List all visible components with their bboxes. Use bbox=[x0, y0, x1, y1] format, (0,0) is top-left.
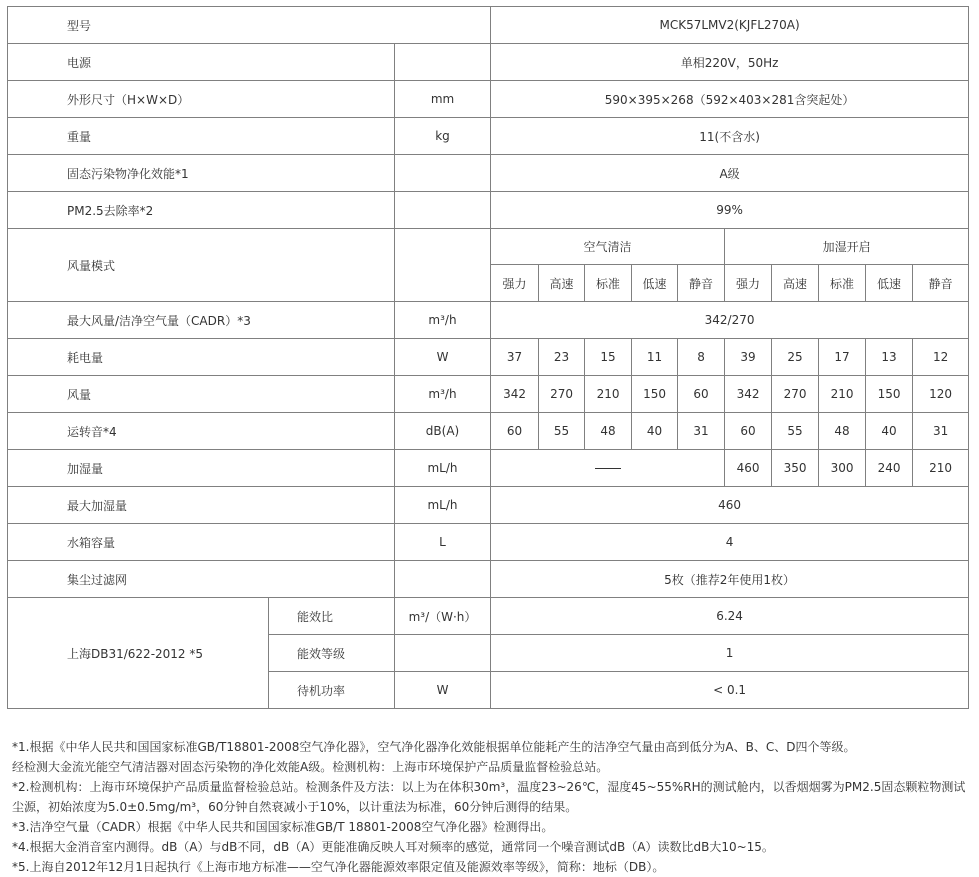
value-cell: 23 bbox=[539, 339, 585, 376]
humidification-unit: mL/h bbox=[395, 450, 491, 487]
footnotes bbox=[12, 737, 972, 877]
value-cell: 48 bbox=[819, 413, 866, 450]
mode-header: 静音 bbox=[678, 265, 725, 302]
power-value: 单相220V，50Hz bbox=[491, 44, 969, 81]
spec-table bbox=[7, 6, 969, 709]
weight-label: 重量 bbox=[8, 118, 395, 155]
mode-header: 静音 bbox=[913, 265, 969, 302]
value-cell: 60 bbox=[491, 413, 539, 450]
value-cell: 40 bbox=[632, 413, 678, 450]
row-noise bbox=[8, 413, 969, 450]
filter-unit-cell bbox=[395, 561, 491, 598]
value-cell: 17 bbox=[819, 339, 866, 376]
value-cell: 13 bbox=[866, 339, 913, 376]
ratio-value: 6.24 bbox=[491, 598, 969, 635]
row-max-humidification bbox=[8, 487, 969, 524]
solid-efficiency-label: 固态污染物净化效能*1 bbox=[8, 155, 395, 192]
value-cell: 48 bbox=[585, 413, 632, 450]
fan-mode-label: 风量模式 bbox=[8, 229, 395, 302]
power-consumption-label: 耗电量 bbox=[8, 339, 395, 376]
group-clean: 空气清洁 bbox=[491, 229, 725, 265]
value-cell: 39 bbox=[725, 339, 772, 376]
value-cell: 270 bbox=[539, 376, 585, 413]
row-power bbox=[8, 44, 969, 81]
cadr-unit: m³/h bbox=[395, 302, 491, 339]
noise-unit: dB(A) bbox=[395, 413, 491, 450]
value-cell: 342 bbox=[725, 376, 772, 413]
solid-efficiency-unit-cell bbox=[395, 155, 491, 192]
standby-unit: W bbox=[395, 672, 491, 709]
value-cell: 300 bbox=[819, 450, 866, 487]
max-humidification-label: 最大加湿量 bbox=[8, 487, 395, 524]
value-cell: 60 bbox=[678, 376, 725, 413]
value-cell: 55 bbox=[772, 413, 819, 450]
row-pm25 bbox=[8, 192, 969, 229]
mode-header: 标准 bbox=[819, 265, 866, 302]
power-label: 电源 bbox=[8, 44, 395, 81]
pm25-unit-cell bbox=[395, 192, 491, 229]
max-humidification-value: 460 bbox=[491, 487, 969, 524]
airflow-label: 风量 bbox=[8, 376, 395, 413]
humidification-label: 加湿量 bbox=[8, 450, 395, 487]
ratio-unit: m³/（W·h） bbox=[395, 598, 491, 635]
humidification-clean-dash bbox=[491, 450, 725, 487]
power-unit-cell bbox=[395, 44, 491, 81]
grade-value: 1 bbox=[491, 635, 969, 672]
grade-unit-cell bbox=[395, 635, 491, 672]
mode-header: 标准 bbox=[585, 265, 632, 302]
value-cell: 15 bbox=[585, 339, 632, 376]
value-cell: 31 bbox=[913, 413, 969, 450]
value-cell: 240 bbox=[866, 450, 913, 487]
tank-value: 4 bbox=[491, 524, 969, 561]
value-cell: 150 bbox=[632, 376, 678, 413]
value-cell: 25 bbox=[772, 339, 819, 376]
value-cell: 460 bbox=[725, 450, 772, 487]
solid-efficiency-value: A级 bbox=[491, 155, 969, 192]
row-shanghai-ratio bbox=[8, 598, 969, 635]
value-cell: 210 bbox=[819, 376, 866, 413]
cadr-value: 342/270 bbox=[491, 302, 969, 339]
airflow-unit: m³/h bbox=[395, 376, 491, 413]
row-tank bbox=[8, 524, 969, 561]
power-consumption-unit: W bbox=[395, 339, 491, 376]
model-value: MCK57LMV2(KJFL270A) bbox=[491, 7, 969, 44]
pm25-label: PM2.5去除率*2 bbox=[8, 192, 395, 229]
mode-header: 高速 bbox=[539, 265, 585, 302]
value-cell: 270 bbox=[772, 376, 819, 413]
group-humid: 加湿开启 bbox=[725, 229, 969, 265]
value-cell: 342 bbox=[491, 376, 539, 413]
value-cell: 150 bbox=[866, 376, 913, 413]
weight-value: 11(不含水) bbox=[491, 118, 969, 155]
grade-label: 能效等级 bbox=[269, 635, 395, 672]
value-cell: 210 bbox=[913, 450, 969, 487]
value-cell: 31 bbox=[678, 413, 725, 450]
dimensions-value: 590×395×268（592×403×281含突起处） bbox=[491, 81, 969, 118]
row-solid-efficiency bbox=[8, 155, 969, 192]
filter-label: 集尘过滤网 bbox=[8, 561, 395, 598]
value-cell: 12 bbox=[913, 339, 969, 376]
max-humidification-unit: mL/h bbox=[395, 487, 491, 524]
noise-label: 运转音*4 bbox=[8, 413, 395, 450]
value-cell: 40 bbox=[866, 413, 913, 450]
row-dimensions bbox=[8, 81, 969, 118]
ratio-label: 能效比 bbox=[269, 598, 395, 635]
value-cell: 11 bbox=[632, 339, 678, 376]
standby-value: < 0.1 bbox=[491, 672, 969, 709]
footnote: *4.根据大金消音室内测得。dB（A）与dB不同，dB（A）更能准确反映人耳对频率的感觉，通常同一个噪音测试dB（A）读数比dB大10~15。 bbox=[12, 840, 774, 854]
fan-mode-unit-cell bbox=[395, 229, 491, 302]
footnote: 经检测大金流光能空气清洁器对固态污染物的净化效能A级。检测机构：上海市环境保护产品质量监督检验总站。 bbox=[12, 760, 609, 774]
row-cadr bbox=[8, 302, 969, 339]
mode-header: 强力 bbox=[491, 265, 539, 302]
weight-unit: kg bbox=[395, 118, 491, 155]
pm25-value: 99% bbox=[491, 192, 969, 229]
dimensions-label: 外形尺寸（H×W×D） bbox=[8, 81, 395, 118]
mode-header: 低速 bbox=[632, 265, 678, 302]
mode-header: 强力 bbox=[725, 265, 772, 302]
row-model bbox=[8, 7, 969, 44]
row-airflow bbox=[8, 376, 969, 413]
row-power-consumption bbox=[8, 339, 969, 376]
value-cell: 60 bbox=[725, 413, 772, 450]
value-cell: 120 bbox=[913, 376, 969, 413]
tank-unit: L bbox=[395, 524, 491, 561]
dimensions-unit: mm bbox=[395, 81, 491, 118]
tank-label: 水箱容量 bbox=[8, 524, 395, 561]
footnote: *3.洁净空气量（CADR）根据《中华人民共和国国家标准GB/T 18801-2008空气净化器》检测得出。 bbox=[12, 820, 554, 834]
value-cell: 210 bbox=[585, 376, 632, 413]
footnote: *1.根据《中华人民共和国国家标准GB/T18801-2008空气净化器》，空气净化器净化效能根据单位能耗产生的洁净空气量由高到低分为A、B、C、D四个等级。 bbox=[12, 740, 856, 754]
value-cell: 37 bbox=[491, 339, 539, 376]
filter-value: 5枚（推荐2年使用1枚） bbox=[491, 561, 969, 598]
row-humidification bbox=[8, 450, 969, 487]
value-cell: 55 bbox=[539, 413, 585, 450]
model-label: 型号 bbox=[8, 7, 491, 44]
footnote: *2.检测机构：上海市环境保护产品质量监督检验总站。检测条件及方法：以上为在体积30m³，温度23~26℃，湿度45~55%RH的测试舱内，以香烟烟雾为PM2.5固态颗粒物测试尘源，初始浓度为5.0±0.5mg/m³，60分钟自然衰减小于10%，以计重法为标准，60分钟后测得的结果。 bbox=[12, 780, 966, 814]
mode-header: 低速 bbox=[866, 265, 913, 302]
standby-label: 待机功率 bbox=[269, 672, 395, 709]
cadr-label: 最大风量/洁净空气量（CADR）*3 bbox=[8, 302, 395, 339]
value-cell: 8 bbox=[678, 339, 725, 376]
row-fan-mode-groups bbox=[8, 229, 969, 265]
row-filter bbox=[8, 561, 969, 598]
row-weight bbox=[8, 118, 969, 155]
dash-mark bbox=[595, 468, 621, 469]
mode-header: 高速 bbox=[772, 265, 819, 302]
footnote: *5.上海自2012年12月1日起执行《上海市地方标准——空气净化器能源效率限定值及能源效率等级》，简称：地标（DB）。 bbox=[12, 860, 665, 874]
value-cell: 350 bbox=[772, 450, 819, 487]
shanghai-label: 上海DB31/622-2012 *5 bbox=[8, 598, 269, 709]
